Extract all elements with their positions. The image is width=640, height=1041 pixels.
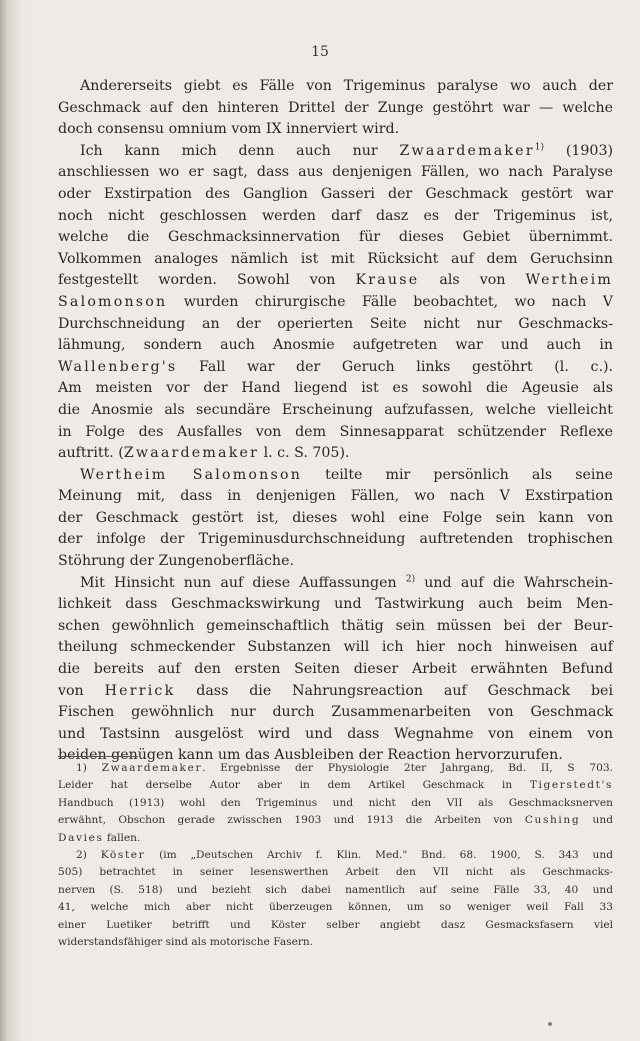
footnote-line [58,830,613,847]
footnote-line [58,917,613,934]
body-text: Meinung mit, dass in denjenigen Fällen, wo nach V Exstirpation [58,488,613,505]
body-line [58,529,613,551]
footnote-ref: 2) [405,573,416,584]
body-text: der infolge der Trigeminusdurchschneidung auftretenden trophischen [58,531,613,548]
footnote-line [58,760,613,777]
footnote-line [58,812,613,829]
author-name: Wertheim Salomonson [80,466,303,483]
body-text [58,76,613,767]
author-name: Herrick [104,682,176,699]
body-line [58,573,613,595]
body-line [58,206,613,228]
body-text: noch nicht geschlossen werden darf dasz es der Trigeminus ist, [58,207,613,224]
body-line [58,659,613,681]
body-text: lähmung, sondern auch Anosmie aufgetreten war und auch in [58,337,613,354]
body-line [58,98,613,120]
footnote-line [58,882,613,899]
author-name: Zwaardemaker [101,762,203,774]
footnote-rule [58,756,138,757]
body-line [58,314,613,336]
body-line [58,227,613,249]
body-line [58,724,613,746]
footnote-text: fallen. [103,831,141,844]
footnote-text: Leider hat derselbe Autor aber in dem Artikel Geschmack in [58,779,530,792]
footnotes [58,760,613,951]
footnote-text: Handbuch (1913) wohl den Trigeminus und nicht den VII als Geschmacksnerven [58,796,613,809]
footnote-line [58,795,613,812]
page-number: 15 [311,44,329,60]
footnote-line [58,934,613,951]
body-text: Geschmack auf den hinteren Drittel der Zunge gestöhrt war — welche [58,99,613,116]
footnote-ref: 1) [534,142,545,153]
body-line [58,184,613,206]
body-text: festgestellt worden. Sowohl von [58,272,356,289]
author-name: Wertheim [525,272,613,289]
footnote-text: einer Luetiker betrifft und Köster selber angiebt dasz Gesmacksfasern viel [58,918,613,931]
author-name: Tigerstedt's [529,779,613,792]
body-line [58,465,613,487]
body-line [58,681,613,703]
body-text: Durchschneidung an der operierten Seite nicht nur Geschmacks- [58,315,613,332]
footnote-text: und [580,814,613,827]
body-text: von [58,682,105,699]
footnote-line [58,847,613,864]
body-text: doch consensu omnium vom IX innerviert wird. [58,121,400,138]
body-text: der Geschmack gestört ist, dieses wohl eine Folge sein kann von [58,509,613,526]
body-text: in Folge des Ausfalles von dem Sinnesapparat schützender Reflexe [58,423,613,440]
author-name: Köster [100,848,146,861]
body-text: Fall war der Geruch links gestöhrt (l. c.). [177,358,613,375]
author-name: Wallenberg's [58,358,178,375]
body-line [58,637,613,659]
author-name: Cushing [524,814,581,827]
footnote-text: widerstandsfähiger sind als motorische Fasern. [58,935,314,948]
body-line [58,486,613,508]
body-line [58,443,613,465]
footnote-text: 41, welche mich aber nicht überzeugen können, um so weniger weil Fall 33 [58,901,613,914]
footnote-text: 2) [76,848,101,861]
body-line [58,378,613,400]
body-text: lichkeit dass Geschmackswirkung und Tastwirkung auch beim Men- [58,596,613,613]
author-name: Salomonson [58,293,168,310]
body-line [58,270,613,292]
body-text: Volkommen analoges nämlich ist mit Rücksicht auf dem Geruchsinn [58,250,613,267]
author-name: Zwaardemaker [123,445,260,462]
body-text: Ich kann mich denn auch nur [80,142,400,159]
author-name: Davies [58,831,104,844]
body-text: (1903) [544,142,614,159]
body-line [58,702,613,724]
body-line [58,141,613,163]
body-line [58,249,613,271]
body-line [58,76,613,98]
body-text: Andererseits giebt es Fälle von Trigeminus paralyse wo auch der [80,78,613,94]
body-text: und auf die Wahrschein- [415,574,613,591]
body-text: Am meisten vor der Hand liegend ist es sowohl die Ageusie als [58,380,613,397]
body-line [58,616,613,638]
body-text: anschliessen wo er sagt, dass aus denjenigen Fällen, wo nach Paralyse [58,164,613,181]
body-text: Fischen gewöhnlich nur durch Zusammenarbeiten von Geschmack [58,704,613,721]
footnote-text: 505) betrachtet in seiner lesenswerthen Arbeit den VII nicht als Geschmacks- [58,866,613,879]
body-text: oder Exstirpation des Ganglion Gasseri der Geschmack gestört war [58,185,613,202]
ink-speck [548,1022,552,1026]
body-line [58,594,613,616]
body-text: und Tastsinn ausgelöst wird und dass Wegnahme von einem von [58,725,613,742]
footnote-text: erwähnt, Obschon gerade zwisschen 1903 und 1913 die Arbeiten von [58,814,525,827]
body-line [58,400,613,422]
body-text: die bereits auf den ersten Seiten dieser Arbeit erwähnten Befund [58,661,613,678]
body-line [58,357,613,379]
body-text: teilte mir persönlich als seine [302,466,613,483]
footnote-text: (im „Deutschen Archiv f. Klin. Med." Bnd. 68. 1900, S. 343 und [145,848,613,861]
body-text: wurden chirurgische Fälle beobachtet, wo nach V [167,293,613,310]
body-text: schen gewöhnlich gemeinschaftlich thätig sein müssen bei der Beur- [58,617,613,634]
body-line [58,422,613,444]
body-line [58,335,613,357]
body-line [58,119,613,141]
body-line [58,551,613,573]
body-line [58,508,613,530]
footnote-line [58,777,613,794]
body-line [58,162,613,184]
body-text: Stöhrung der Zungenoberfläche. [58,553,294,570]
footnote-line [58,864,613,881]
body-text: welche die Geschmacksinnervation für dieses Gebiet übernimmt. [58,229,613,246]
body-text: dass die Nahrungsreaction auf Geschmack bei [175,682,613,699]
body-text: als von [419,272,526,289]
body-text: die Anosmie als secundäre Erscheinung aufzufassen, welche vielleicht [58,401,613,418]
footnote-text: . Ergebnisse der Physiologie 2ter Jahrgang, Bd. II, S 703. [202,762,613,774]
body-text: l. c. S. 705). [259,445,350,462]
body-line [58,292,613,314]
author-name: Krause [355,272,420,289]
body-text: Mit Hinsicht nun auf diese Auffassungen [80,574,406,591]
footnote-text: nerven (S. 518) und bezieht sich dabei namentlich auf seine Fälle 33, 40 und [58,883,613,896]
footnote-text: 1) [76,762,102,774]
body-text: auftritt. ( [58,445,124,462]
author-name: Zwaardemaker [399,142,535,159]
body-text: theilung schmeckender Substanzen will ich hier noch hinweisen auf [58,639,613,656]
footnote-line [58,899,613,916]
body-text: beiden genügen kann um das Ausbleiben der Reaction hervorzurufen. [58,747,563,764]
